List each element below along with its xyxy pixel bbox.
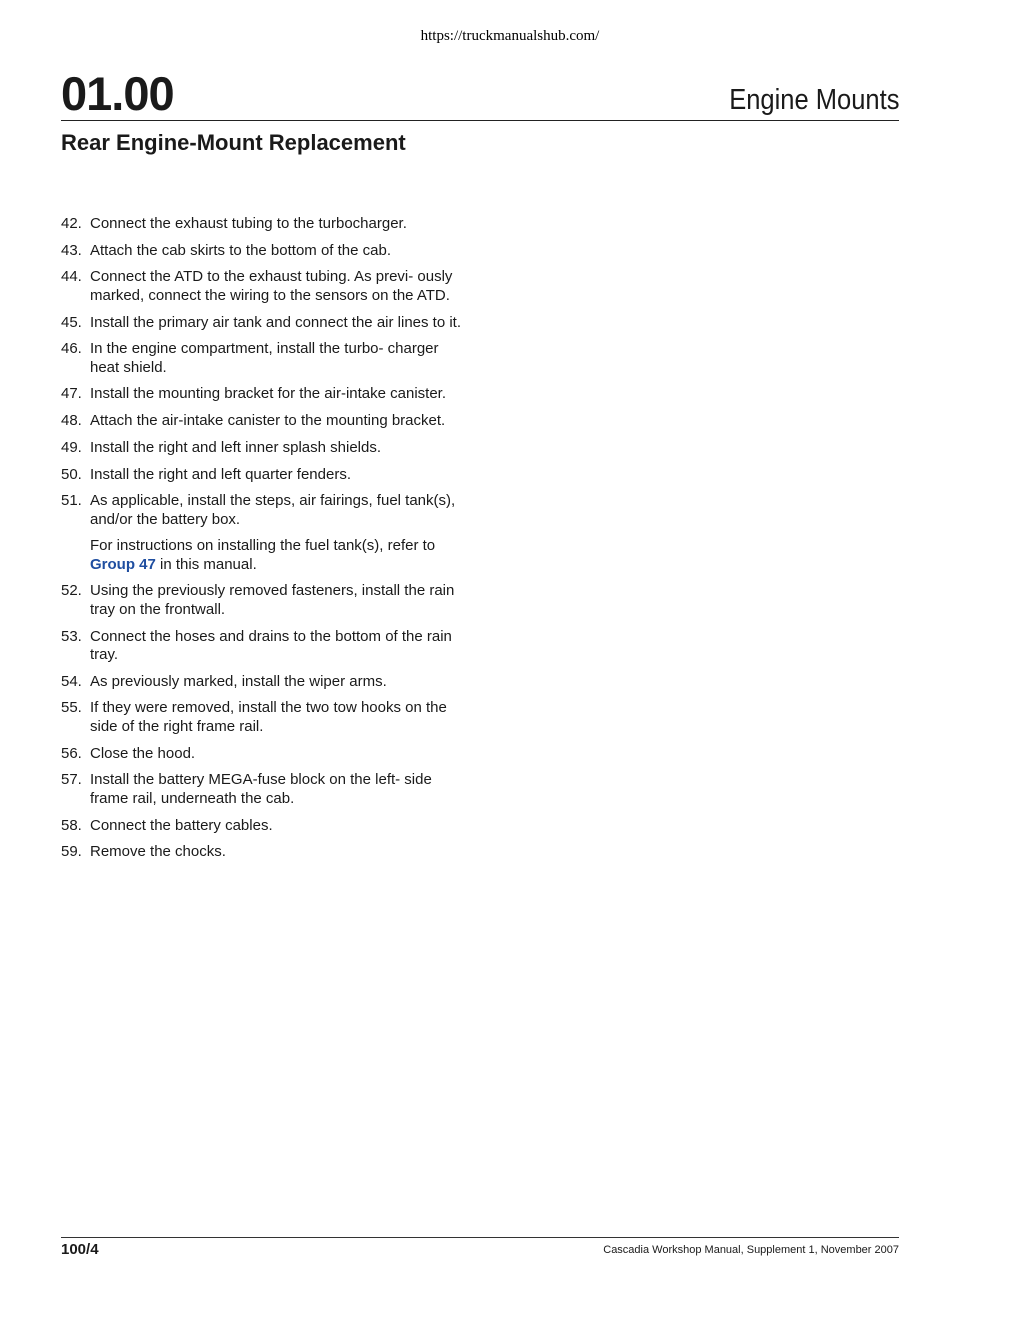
page-number: 100/4 [61, 1241, 99, 1258]
step-number: 49. [61, 438, 82, 456]
page-header [61, 66, 899, 121]
step-text: Install the mounting bracket for the air-intake canister. [90, 385, 447, 403]
step-text: Remove the chocks. [90, 843, 226, 861]
step-number: 42. [61, 215, 82, 232]
step-text: In the engine compartment, install the turbo- charger heat shield. [90, 340, 439, 376]
step-text: Attach the air-intake canister to the mounting bracket. [90, 412, 446, 430]
step-number: 44. [61, 268, 82, 286]
step-text: If they were removed, install the two tow hooks on the side of the right frame rail. [90, 699, 447, 735]
list-item [61, 340, 461, 377]
step-text: Using the previously removed fasteners, install the rain tray on the frontwall. [90, 582, 455, 618]
step-number: 52. [61, 582, 82, 600]
list-item [61, 385, 461, 404]
step-text: As previously marked, install the wiper arms. [90, 672, 387, 690]
step-number: 54. [61, 672, 82, 690]
step-number: 47. [61, 385, 82, 403]
step-text: Connect the hoses and drains to the bottom of the rain tray. [90, 627, 452, 664]
list-item [61, 268, 461, 305]
note-text-after: in this manual. [155, 555, 257, 573]
list-item [61, 492, 461, 574]
step-number: 59. [61, 843, 82, 861]
step-text: Close the hood. [90, 744, 196, 762]
step-text: Attach the cab skirts to the bottom of the cab. [90, 241, 391, 259]
step-text: Install the battery MEGA-fuse block on the left- side frame rail, underneath the cab. [90, 771, 432, 807]
list-item [61, 242, 461, 261]
step-text: As applicable, install the steps, air fairings, fuel tank(s), and/or the battery box. [90, 492, 456, 528]
list-item [61, 582, 461, 619]
step-text: Install the right and left inner splash shields. [90, 438, 381, 456]
list-item [61, 673, 461, 692]
list-item [61, 628, 461, 665]
section-number: 01.00 [61, 67, 174, 120]
step-note [90, 537, 461, 574]
step-text: Install the right and left quarter fenders. [90, 465, 351, 483]
step-number: 56. [61, 744, 82, 762]
list-item [61, 314, 461, 333]
step-number: 51. [61, 492, 82, 510]
list-item [61, 817, 461, 836]
step-text: Connect the ATD to the exhaust tubing. As previ- ously marked, connect the wiring to the sensors on the ATD. [90, 268, 453, 304]
list-item [61, 843, 461, 862]
manual-info: Cascadia Workshop Manual, Supplement 1, November 2007 [603, 1244, 899, 1256]
list-item [61, 215, 461, 234]
step-number: 58. [61, 816, 82, 834]
group-47-link[interactable]: Group 47 [90, 555, 156, 573]
step-text: Connect the battery cables. [90, 816, 273, 834]
list-item [61, 439, 461, 458]
step-number: 46. [61, 340, 82, 358]
list-item [61, 699, 461, 736]
step-number: 57. [61, 771, 82, 789]
page-title: Rear Engine-Mount Replacement [61, 130, 406, 155]
note-text-before: For instructions on installing the fuel tank(s), refer to [90, 537, 436, 555]
step-number: 45. [61, 313, 82, 331]
list-item [61, 745, 461, 764]
step-number: 53. [61, 627, 82, 645]
page-footer [61, 1237, 899, 1258]
step-number: 50. [61, 465, 82, 483]
step-number: 48. [61, 412, 82, 430]
list-item [61, 771, 461, 808]
step-number: 43. [61, 241, 82, 259]
step-text: Connect the exhaust tubing to the turbocharger. [90, 215, 407, 232]
list-item [61, 466, 461, 485]
step-number: 55. [61, 699, 82, 717]
step-text: Install the primary air tank and connect the air lines to it. [90, 313, 462, 331]
section-title: Engine Mounts [728, 84, 899, 116]
source-url[interactable]: https://truckmanualshub.com/ [420, 28, 600, 44]
procedure-steps [61, 215, 461, 870]
list-item [61, 412, 461, 431]
